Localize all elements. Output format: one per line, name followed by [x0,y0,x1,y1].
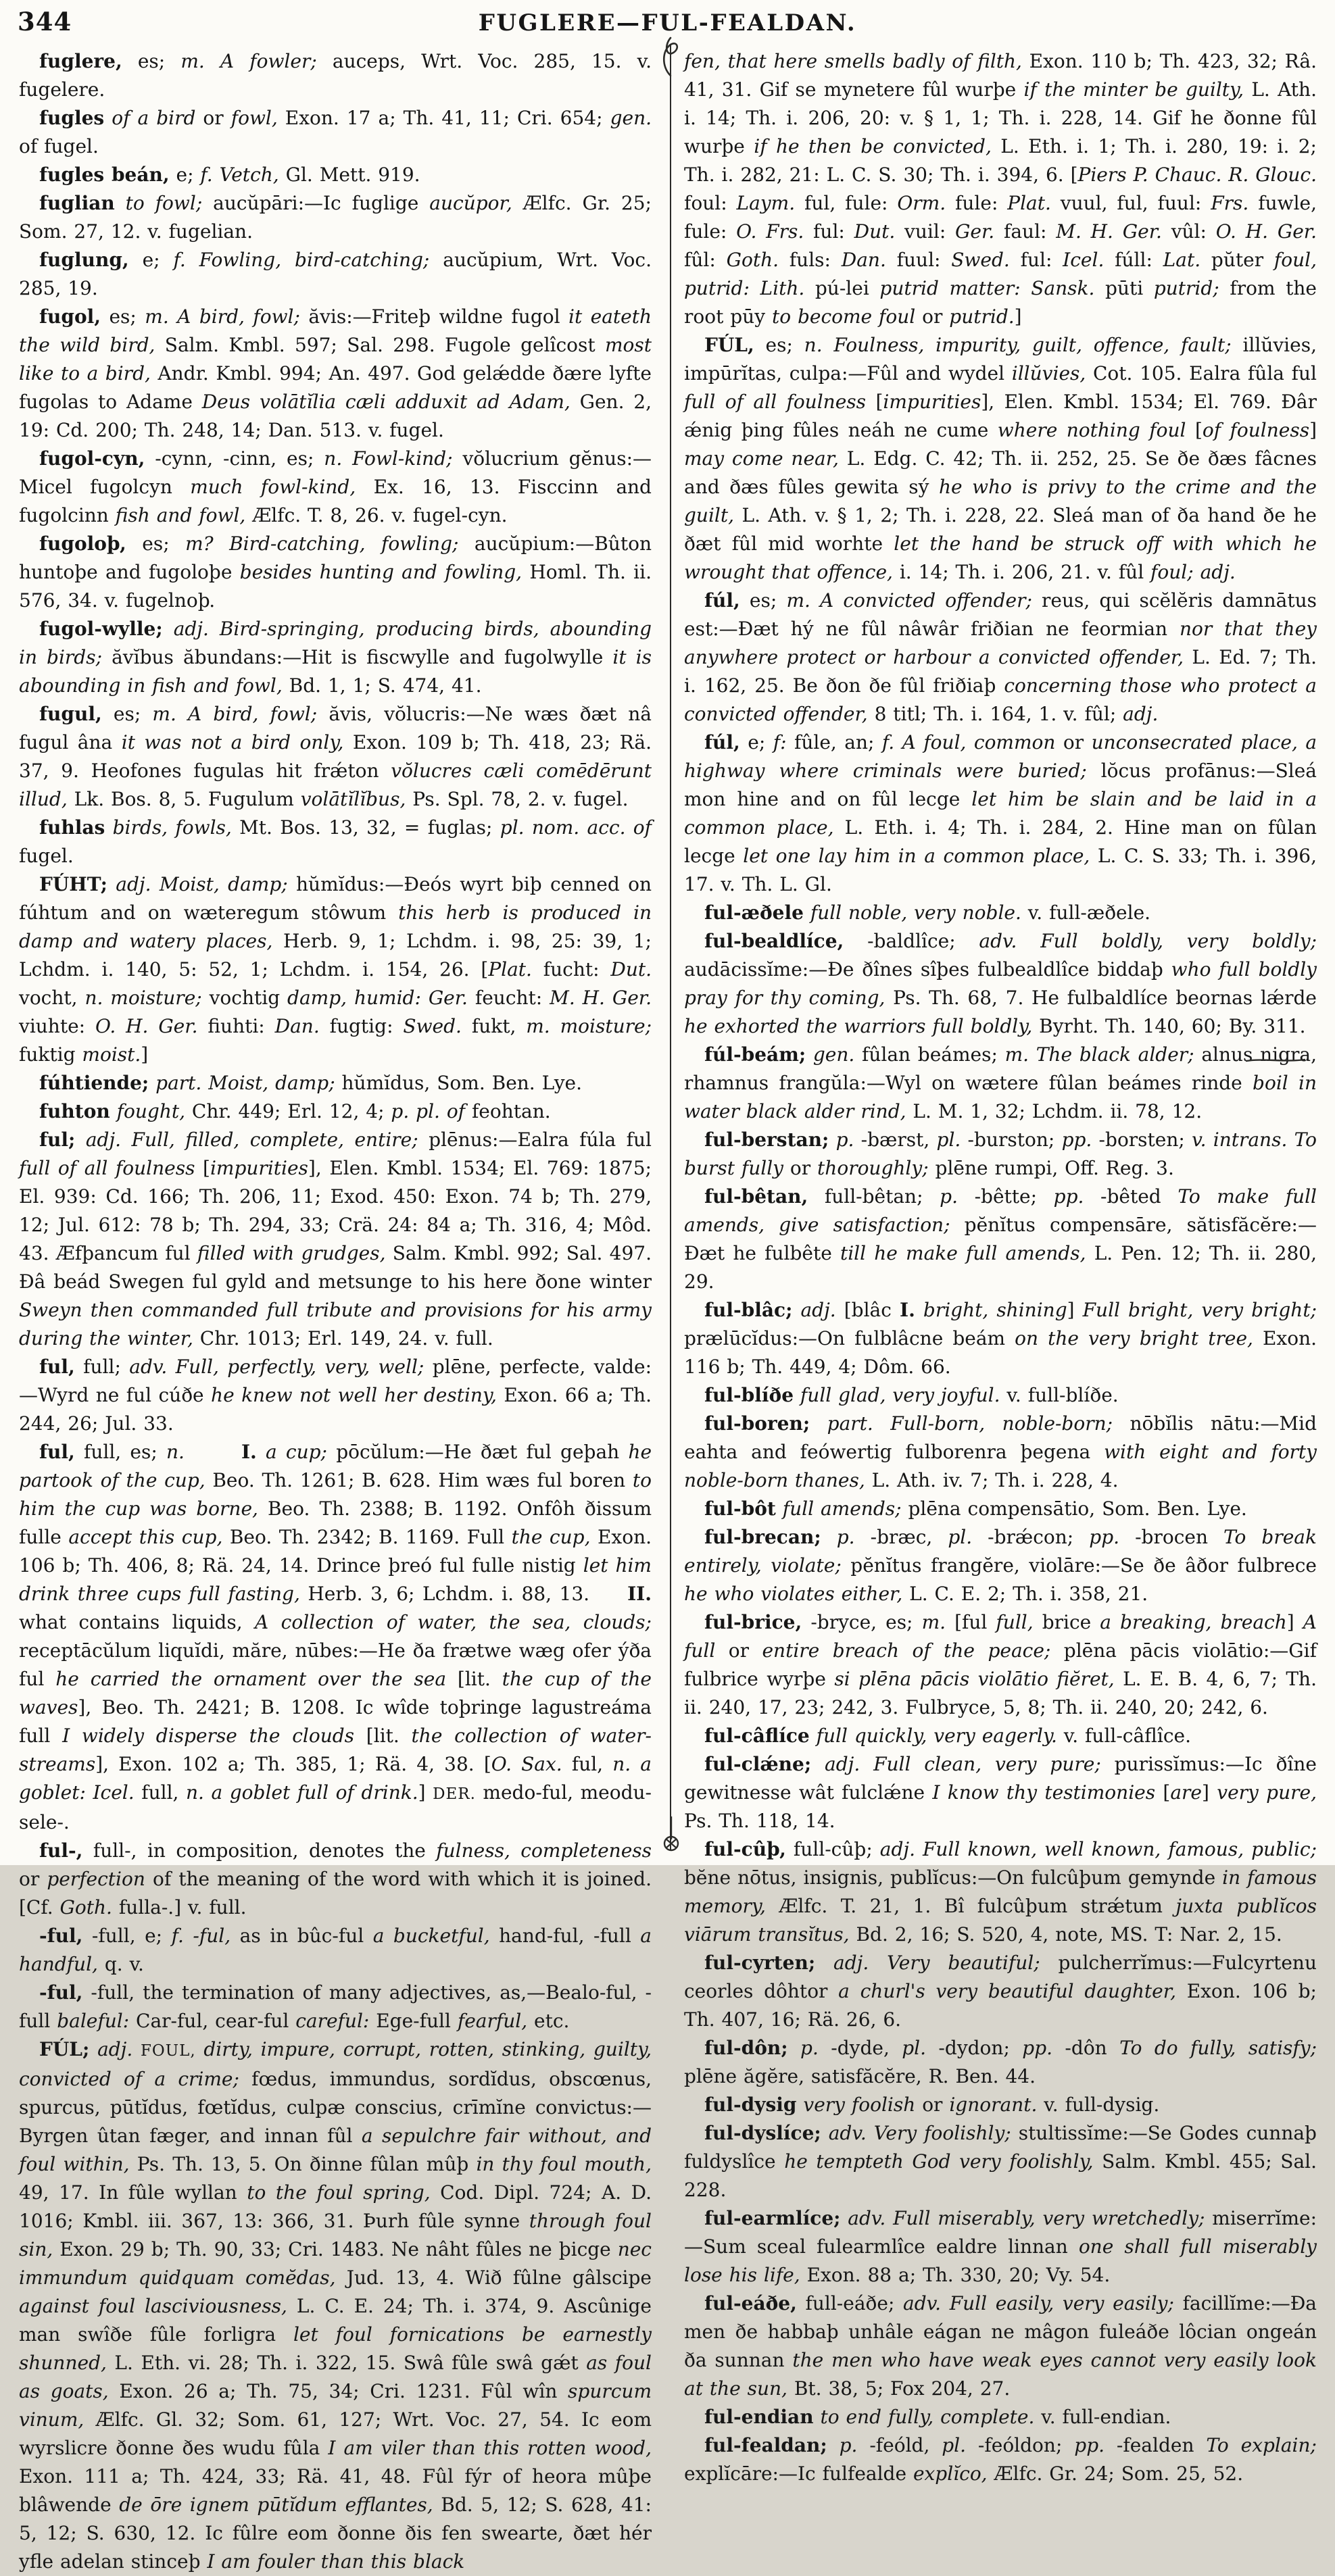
page-header-title: FUGLERE—FUL-FEALDAN. [478,9,857,36]
left-column [19,47,652,2573]
dictionary-entry: ful-berstan; p. -bærst, pl. -burston; pp. -borsten; v. intrans. To burst fully or thoroughly; plēne rumpi, Off. Reg. 3. [684,1129,1317,1179]
dictionary-entry: ful-dôn; p. -dyde, pl. -dydon; pp. -dôn To do fully, satisfy; plēne ăgĕre, satisfăcĕre, R. Ben. 44. [684,2037,1317,2087]
dictionary-entry: fugol-wylle; adj. Bird-springing, producing birds, abounding in birds; ăvĭbus ăbundans:—Hit is fiscwylle and fugolwylle it is abounding in fish and fowl, Bd. 1, 1; S. 474, 41. [19,618,652,697]
dictionary-entry: -ful, -full, the termination of many adjectives, as,—Bealo-ful, -full baleful: Car-ful, cear-ful careful: Ege-full fearful, etc. [19,1981,652,2032]
dictionary-entry: ful-fealdan; p. -feóld, pl. -feóldon; pp. -fealden To explain; explĭcāre:—Ic fulfealde explĭco, Ælfc. Gr. 24; Som. 25, 52. [684,2434,1317,2485]
dictionary-entry: fúl, e; f: fûle, an; f. A foul, common or unconsecrated place, a highway where criminals were buried; lŏcus profānus:—Sleá mon hine and on fûl lecge let him be slain and be laid in a common place, L. Eth. i. 4; Th. i. 284, 2. Hine man on fûlan lecge let one lay him in a common place, L. C. S. 33; Th. i. 396, 17. v. Th. L. Gl. [684,731,1317,895]
dictionary-entry: -ful, -full, e; f. -ful, as in bûc-ful a bucketful, hand-ful, -full a handful, q. v. [19,1925,652,1975]
dictionary-entry: ful-bealdlíce, -baldlîce; adv. Full boldly, very boldly; audācissĭme:—Ðe ðînes sîþes fulbealdlîce biddaþ who full boldly pray for thy coming, Ps. Th. 68, 7. He fulbaldlíce beornas lǽrde he exhorted the warriors full boldly, Byrht. Th. 140, 60; By. 311. [684,930,1317,1037]
dictionary-entry: ful-boren; part. Full-born, noble-born; nōbĭlis nātu:—Mid eahta and feówertig fulborenra þegena with eight and forty noble-born thanes, L. Ath. iv. 7; Th. i. 228, 4. [684,1412,1317,1491]
dictionary-entry: FÚL; adj. FOUL, dirty, impure, corrupt, rotten, stinking, guilty, convicted of a crime; fœdus, immundus, sordĭdus, obscœnus, spurcus, pūtĭdus, fœtĭdus, culpæ conscius, crīmĭne convictus:—Byrgen ûtan fæger, and innan fûl a sepulchre fair without, and foul within, Ps. Th. 13, 5. On ðinne fûlan mûþ in thy foul mouth, 49, 17. In fûle wyllan to the foul spring, Cod. Dipl. 724; A. D. 1016; Kmbl. iii. 367, 13: 366, 31. Þurh fûle synne through foul sin, Exon. 29 b; Th. 90, 33; Cri. 1483. Ne nâht fûles ne þicge nec immundum quidquam comĕdas, Jud. 13, 4. Wið fûlne gâlscipe against foul lasciviousness, L. C. E. 24; Th. i. 374, 9. Ascûnige man swîðe fûle forligra let foul fornications be earnestly shunned, L. Eth. vi. 28; Th. i. 322, 15. Swâ fûle swâ gǽt as foul as goats, Exon. 26 a; Th. 75, 34; Cri. 1231. Fûl wîn spurcum vinum, Ælfc. Gl. 32; Som. 61, 127; Wrt. Voc. 27, 54. Ic eom wyrslicre ðonne ðes wudu fûla I am viler than this rotten wood, Exon. 111 a; Th. 424, 33; Rä. 41, 48. Fûl fýr of heora mûþe blâwende de ōre ignem pūtĭdum efflantes, Bd. 5, 12; S. 628, 41: 5, 12; S. 630, 12. Ic fûlre eom ðonne ðis fen swearte, ðæt hér yfle adelan stinceþ I am fouler than this black [19,2038,652,2573]
dictionary-entry: ful-bôt full amends; plēna compensātio, Som. Ben. Lye. [704,1497,1247,1520]
dictionary-entry: FÚHT; adj. Moist, damp; hŭmĭdus:—Ðeós wyrt biþ cenned on fúhtum and on wæteregum stôwum this herb is produced in damp and watery places, Herb. 9, 1; Lchdm. i. 98, 25: 39, 1; Lchdm. i. 140, 5: 52, 1; Lchdm. i. 154, 26. [Plat. fucht: Dut. vocht, n. moisture; vochtig damp, humid: Ger. feucht: M. H. Ger. viuhte: O. H. Ger. fiuhti: Dan. fugtig: Swed. fukt, m. moisture; fuktig moist.] [19,873,652,1066]
dictionary-entry: ful, full; adv. Full, perfectly, very, well; plēne, perfecte, valde:—Wyrd ne ful cúðe he knew not well her destiny, Exon. 66 a; Th. 244, 26; Jul. 33. [19,1356,652,1435]
dictionary-entry: fugoloþ, es; m? Bird-catching, fowling; aucŭpium:—Bûton huntoþe and fugoloþe besides hunting and fowling, Homl. Th. ii. 576, 34. v. fugelnoþ. [19,532,652,612]
dictionary-entry: fuglung, e; f. Fowling, bird-catching; aucŭpium, Wrt. Voc. 285, 19. [19,249,652,299]
dictionary-entry: ful-, full-, in composition, denotes the fulness, completeness or perfection of the meaning of the word with which it is joined. [Cf. Goth. fulla-.] v. full. [19,1839,652,1918]
dictionary-entry: ful-æðele full noble, very noble. v. full-æðele. [704,901,1151,924]
dictionary-entry: ful-blíðe full glad, very joyful. v. full-blíðe. [704,1384,1119,1406]
dictionary-entry: fúl, es; m. A convicted offender; reus, qui scĕlĕris damnātus est:—Ðæt hý ne fûl nâwâr friðian ne feormian nor that they anywhere protect or harbour a convicted offender, L. Ed. 7; Th. i. 162, 25. Be ðon ðe fûl friðiaþ concerning those who protect a convicted offender, 8 titl; Th. i. 164, 1. v. fûl; adj. [684,589,1317,725]
dictionary-entry: fugol, es; m. A bird, fowl; ăvis:—Friteþ wildne fugol it eateth the wild bird, Salm. Kmbl. 597; Sal. 298. Fugole gelîcost most like to a bird, Andr. Kmbl. 994; An. 497. God gelǽdde ðære lyfte fugolas to Adame Deus volātĭlia cæli adduxit ad Adam, Gen. 2, 19: Cd. 200; Th. 248, 14; Dan. 513. v. fugel. [19,305,652,441]
dictionary-entry: fugol-cyn, -cynn, -cinn, es; n. Fowl-kind; vŏlucrium gĕnus:—Micel fugolcyn much fowl-kind, Ex. 16, 13. Fisccinn and fugolcinn fish and fowl, Ælfc. T. 8, 26. v. fugel-cyn. [19,447,652,526]
dictionary-entry: ful-brecan; p. -bræc, pl. -brǽcon; pp. -brocen To break entirely, violate; pĕnĭtus frangĕre, violāre:—Se ðe âðor fulbrece he who violates either, L. C. E. 2; Th. i. 358, 21. [684,1526,1317,1605]
dictionary-entry: ful-cûþ, full-cûþ; adj. Full known, well known, famous, public; bĕne nōtus, insignis, publĭcus:—On fulcûþum gemynde in famous memory, Ælfc. T. 21, 1. Bî fulcûþum strǽtum juxta publĭcos viārum transĭtus, Bd. 2, 16; S. 520, 4, note, MS. T: Nar. 2, 15. [684,1838,1317,1946]
dictionary-entry: FÚL, es; n. Foulness, impurity, guilt, offence, fault; illŭvies, impūrĭtas, culpa:—Fûl and wydel illŭvies, Cot. 105. Ealra fûla ful full of all foulness [impurities], Elen. Kmbl. 1534; El. 769. Ðâr ǽnig þing fûles neáh ne cume where nothing foul [of foulness] may come near, L. Edg. C. 42; Th. ii. 252, 25. Se ðe ðæs fâcnes and ðæs fûles gewita sý he who is privy to the crime and the guilt, L. Ath. v. § 1, 2; Th. i. 228, 22. Sleá man of ða hand ðe he ðæt fûl mid worhte let the hand be struck off with which he wrought that offence, i. 14; Th. i. 206, 21. v. fûl foul; adj. [684,334,1317,583]
dictionary-entry: ful-clǽne; adj. Full clean, very pure; purissĭmus:—Ic ðîne gewitnesse wât fulclǽne I know thy testimonies [are] very pure, Ps. Th. 118, 14. [684,1753,1317,1832]
dictionary-entry: fúl-beám; gen. fûlan beámes; m. The black alder; alnus nigra, rhamnus frangŭla:—Wyl on wætere fûlan beámes rinde boil in water black alder rind, L. M. 1, 32; Lchdm. ii. 78, 12. [684,1043,1317,1122]
dictionary-entry: fuglere, es; m. A fowler; auceps, Wrt. Voc. 285, 15. v. fugelere. [19,50,652,101]
page-number: 344 [18,7,72,36]
dictionary-entry: ful-dyslíce; adv. Very foolishly; stultissĭme:—Se Godes cunnaþ fuldyslîce he tempteth God very foolishly, Salm. Kmbl. 455; Sal. 228. [684,2122,1317,2201]
dictionary-entry: ful-brice, -bryce, es; m. [ful full, brice a breaking, breach] A full or entire breach of the peace; plēna pācis violātio:—Gif fulbrice wyrþe si plēna pācis violātio fiĕret, L. E. B. 4, 6, 7; Th. ii. 240, 17, 23; 242, 3. Fulbryce, 5, 8; Th. ii. 240, 20; 242, 6. [684,1611,1317,1718]
dictionary-entry: ful-blâc; adj. [blâc I. bright, shining] Full bright, very bright; prælūcĭdus:—On fulblâcne beám on the very bright tree, Exon. 116 b; Th. 449, 4; Dôm. 66. [684,1299,1317,1378]
pen-flower-icon [657,1816,685,1857]
dictionary-entry: fuglian to fowl; aucŭpāri:—Ic fuglige aucŭpor, Ælfc. Gr. 25; Som. 27, 12. v. fugelian. [19,192,652,243]
dictionary-entry: ful; adj. Full, filled, complete, entire; plēnus:—Ealra fúla ful full of all foulness [impurities], Elen. Kmbl. 1534; El. 769: 1875; El. 939: Cd. 166; Th. 206, 11; Exod. 450: Exon. 74 b; Th. 279, 12; Jul. 612: 78 b; Th. 294, 33; Crä. 24: 84 a; Th. 316, 4; Môd. 43. Æfþancum ful filled with grudges, Salm. Kmbl. 992; Sal. 497. Ðâ beád Swegen ful gyld and metsunge to his here ðone winter Sweyn then commanded full tribute and provisions for his army during the winter, Chr. 1013; Erl. 149, 24. v. full. [19,1129,652,1349]
dictionary-entry: fugles beán, e; f. Vetch, Gl. Mett. 919. [39,164,420,186]
right-column [684,47,1317,2485]
dictionary-entry: ful-câflíce full quickly, very eagerly. v. full-câflîce. [704,1725,1191,1747]
dictionary-entry: ful, full, es; n. I. a cup; pōcŭlum:—He ðæt ful geþah he partook of the cup, Beo. Th. 1261; B. 628. Him wæs ful boren to him the cup was borne, Beo. Th. 2388; B. 1192. Onfôh ðissum fulle accept this cup, Beo. Th. 2342; B. 1169. Full the cup, Exon. 106 b; Th. 406, 8; Rä. 24, 14. Drince þreó ful fulle nistig let him drink three cups full fasting, Herb. 3, 6; Lchdm. i. 88, 13. II. what contains liquids, A collection of water, the sea, clouds; receptācŭlum liquĭdi, măre, nūbes:—He ða frætwe wæg ofer ýða ful he carried the ornament over the sea [lit. the cup of the waves], Beo. Th. 2421; B. 1208. Ic wîde toþringe lagustreáma full I widely disperse the clouds [lit. the collection of water-streams], Exon. 102 a; Th. 385, 1; Rä. 4, 38. [O. Sax. ful, n. a goblet: Icel. full, n. a goblet full of drink.] DER. medo-ful, meodu-sele-. [19,1441,652,1833]
dictionary-entry: ful-endian to end fully, complete. v. full-endian. [704,2406,1171,2428]
entry-continuation: fen, that here smells badly of filth, Exon. 110 b; Th. 423, 32; Râ. 41, 31. Gif se mynetere fûl wurþe if the minter be guilty, L. Ath. i. 14; Th. i. 206, 20: v. § 1, 1; Th. i. 228, 14. Gif he ðonne fûl wurþe if he then be convicted, L. Eth. i. 1; Th. i. 280, 19: i. 2; Th. i. 282, 21: L. C. S. 30; Th. i. 394, 6. [Piers P. Chauc. R. Glouc. foul: Laym. ful, fule: Orm. fule: Plat. vuul, ful, fuul: Frs. fuwle, fule: O. Frs. ful: Dut. vuil: Ger. faul: M. H. Ger. vûl: O. H. Ger. fûl: Goth. fuls: Dan. fuul: Swed. ful: Icel. fúll: Lat. pŭter foul, putrid: Lith. pú-lei putrid matter: Sansk. pūti putrid; from the root pūy to become foul or putrid.] [684,50,1317,328]
column-divider-rule [670,45,671,1850]
dictionary-entry: ful-eáðe, full-eáðe; adv. Full easily, very easily; facillĭme:—Ða men ðe habbaþ unhâle eágan ne mâgon fuleáðe lôcian ongeán ða sunnan the men who have weak eyes cannot very easily look at the sun, Bt. 38, 5; Fox 204, 27. [684,2292,1317,2400]
dictionary-entry: fugles of a bird or fowl, Exon. 17 a; Th. 41, 11; Cri. 654; gen. of fugel. [19,107,652,157]
dictionary-entry: fugul, es; m. A bird, fowl; ăvis, vŏlucris:—Ne wæs ðæt nâ fugul âna it was not a bird only, Exon. 109 b; Th. 418, 23; Rä. 37, 9. Heofones fugulas hit frǽton vŏlucres cæli comēdērunt illud, Lk. Bos. 8, 5. Fugulum volātĭlĭbus, Ps. Spl. 78, 2. v. fugel. [19,703,652,810]
dictionary-entry: ful-cyrten; adj. Very beautiful; pulcherrĭmus:—Fulcyrtenu ceorles dôhtor a churl's very beautiful daughter, Exon. 106 b; Th. 407, 16; Rä. 26, 6. [684,1952,1317,2031]
dictionary-entry: fuhlas birds, fowls, Mt. Bos. 13, 32, = fuglas; pl. nom. acc. of fugel. [19,816,652,867]
dictionary-entry: ful-bêtan, full-bêtan; p. -bêtte; pp. -bêted To make full amends, give satisfaction; pĕnĭtus compensāre, sătisfăcĕre:—Ðæt he fulbête till he make full amends, L. Pen. 12; Th. ii. 280, 29. [684,1185,1317,1293]
dictionary-entry: ful-earmlíce; adv. Full miserably, very wretchedly; miserrĭme:—Sum sceal fulearmlîce ealdre linnan one shall full miserably lose his life, Exon. 88 a; Th. 330, 20; Vy. 54. [684,2207,1317,2286]
dictionary-entry: ful-dysig very foolish or ignorant. v. full-dysig. [704,2094,1160,2116]
dictionary-entry: fuhton fought, Chr. 449; Erl. 12, 4; p. pl. of feohtan. [39,1100,551,1122]
dictionary-entry: fúhtiende; part. Moist, damp; hŭmĭdus, Som. Ben. Lye. [39,1072,582,1094]
